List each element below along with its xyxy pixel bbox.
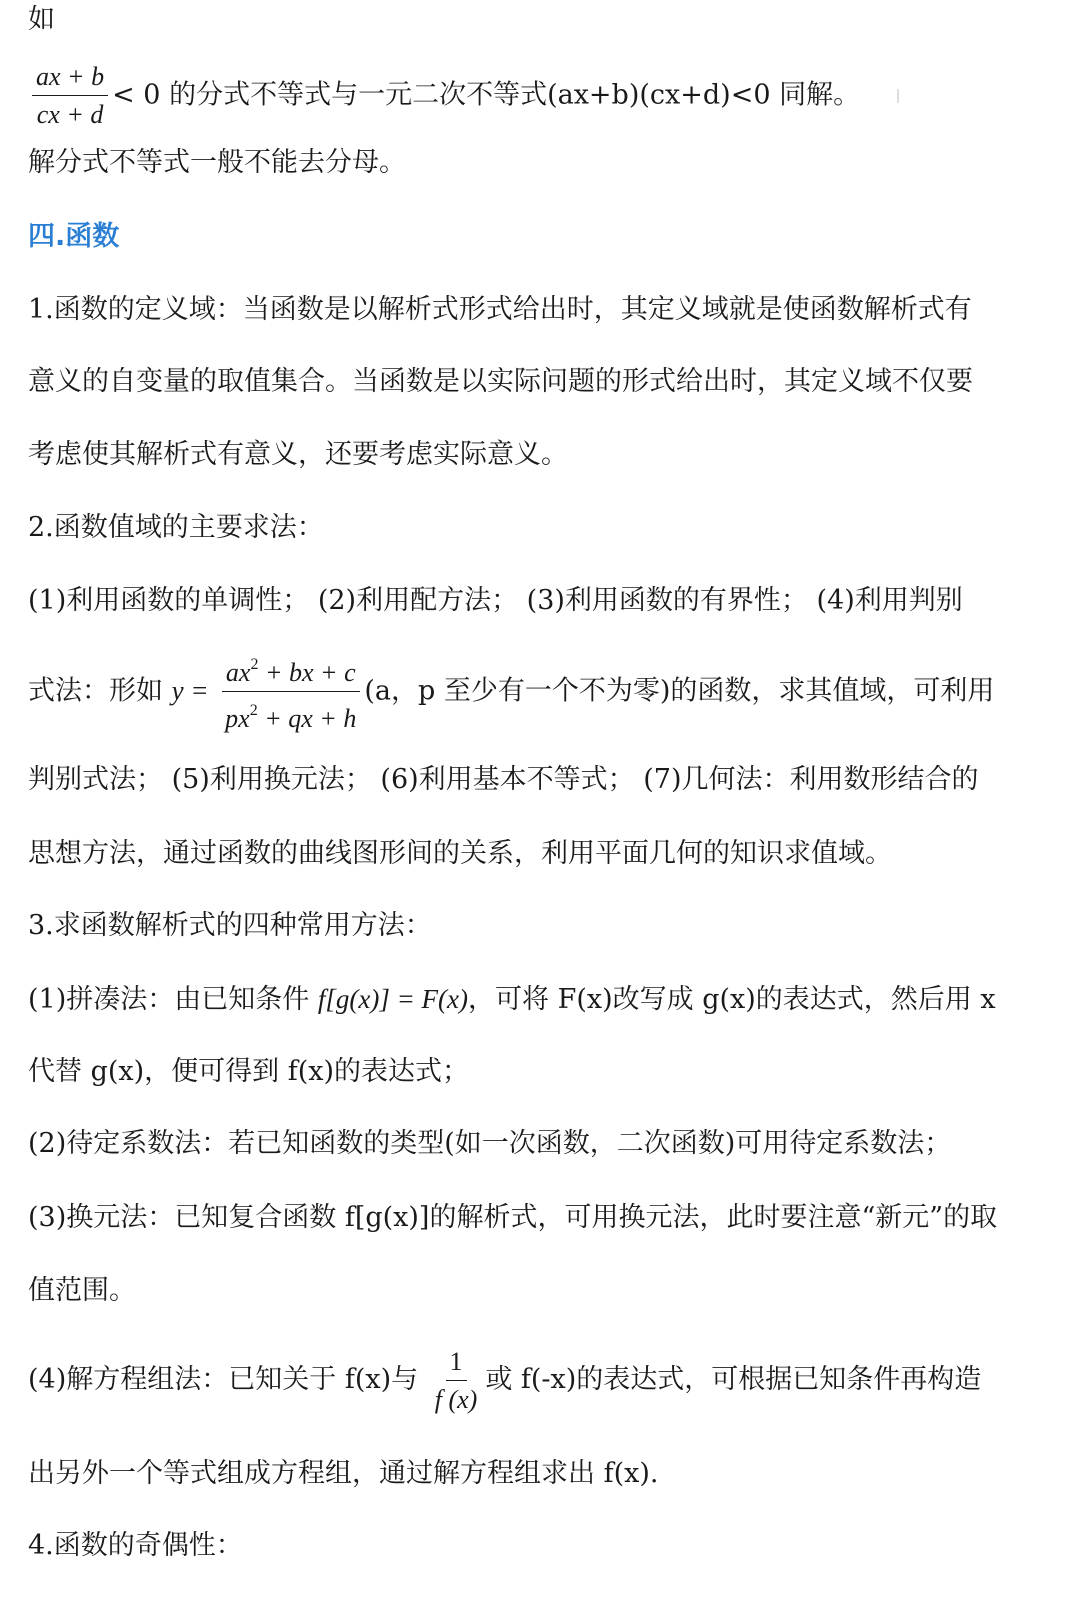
text-cursor-mark [897, 89, 899, 103]
term: + qx + h [257, 704, 357, 733]
term: + bx + c [258, 658, 356, 687]
text-fragment: (4)解方程组法：已知关于 f(x)与 [28, 1364, 419, 1395]
text-line-fraction-inequality [28, 62, 1030, 130]
text-line: 解分式不等式一般不能去分母。 [28, 147, 406, 178]
paragraph-line: (3)换元法：已知复合函数 f[g(x)]的解析式，可用换元法，此时要注意“新元”的取 [28, 1202, 998, 1233]
fraction-numerator: ax + b [32, 62, 108, 96]
paragraph-line: 出另外一个等式组成方程组，通过解方程组求出 f(x). [28, 1458, 659, 1489]
paragraph-line: 思想方法，通过函数的曲线图形间的关系，利用平面几何的知识求值域。 [28, 838, 892, 869]
fraction-one-over-fx [431, 1347, 482, 1415]
text-fragment: 如 [28, 4, 55, 35]
paragraph-line: 值范围。 [28, 1275, 136, 1306]
text-fragment: (a，p 至少有一个不为零)的函数，求其值域，可利用 [364, 675, 995, 707]
fraction-numerator: 1 [446, 1347, 467, 1381]
paragraph-line-with-formula [28, 1344, 1030, 1416]
subsection-title: 2.函数值域的主要求法： [28, 512, 324, 543]
fraction-denominator: cx + d [36, 100, 104, 129]
paragraph-line: 代替 g(x)，便可得到 f(x)的表达式； [28, 1056, 470, 1087]
inequality-sign: < 0 [112, 79, 161, 111]
paragraph-line: (1)利用函数的单调性； (2)利用配方法； (3)利用函数的有界性； (4)利用判别 [28, 585, 963, 616]
section-heading: 四.函数 [28, 221, 120, 252]
formula-composite: f[g(x)] = F(x) [317, 984, 469, 1014]
formula-lhs: y = [171, 675, 209, 706]
fraction-denominator: f (x) [434, 1384, 478, 1414]
exponent: 2 [249, 702, 258, 719]
paragraph-line-with-formula [28, 981, 1030, 1018]
term: px [225, 704, 250, 733]
paragraph-line: 意义的自变量的取值集合。当函数是以实际问题的形式给出时，其定义域不仅要 [28, 366, 973, 397]
fraction-numerator [222, 650, 360, 692]
paragraph-line: 考虑使其解析式有意义，还要考虑实际意义。 [28, 439, 568, 470]
text-fragment: 式法：形如 [28, 675, 163, 707]
subsection-title: 4.函数的奇偶性： [28, 1530, 243, 1561]
paragraph-line: (2)待定系数法：若已知函数的类型(如一次函数，二次函数)可用待定系数法； [28, 1128, 952, 1159]
term: ax [225, 658, 251, 687]
subsection-title: 3.求函数解析式的四种常用方法： [28, 910, 432, 941]
paragraph-line-with-formula [28, 650, 1030, 734]
fraction-denominator [221, 692, 360, 734]
text-fragment: ，可将 F(x)改写成 g(x)的表达式，然后用 x [468, 984, 996, 1015]
text-fragment: 或 f(-x)的表达式，可根据已知条件再构造 [485, 1364, 982, 1395]
fraction-ax-b-over-cx-d [32, 62, 108, 130]
text-line [28, 2, 1030, 38]
text-fragment: 的分式不等式与一元二次不等式(ax+b)(cx+d)<0 同解。 [169, 79, 861, 111]
paragraph-line: 1.函数的定义域：当函数是以解析式形式给出时，其定义域就是使函数解析式有 [28, 294, 972, 325]
paragraph-line: 判别式法； (5)利用换元法； (6)利用基本不等式； (7)几何法：利用数形结合的 [28, 764, 979, 795]
fraction-rational-function [221, 650, 360, 734]
text-fragment: (1)拼凑法：由已知条件 [28, 984, 310, 1015]
exponent: 2 [250, 656, 259, 673]
